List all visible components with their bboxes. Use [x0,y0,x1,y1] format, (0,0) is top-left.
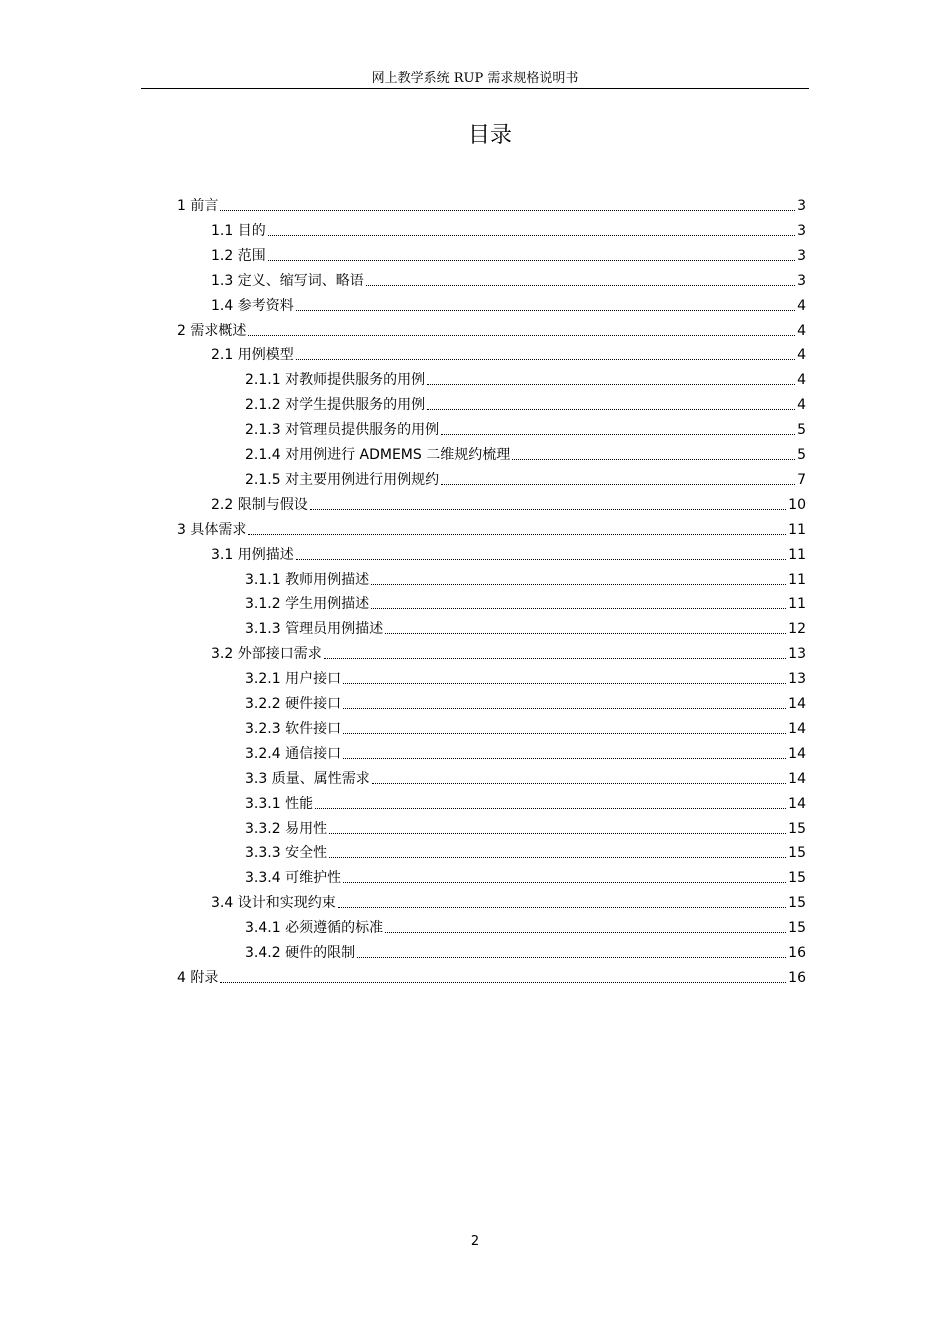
toc-leader-dots [385,932,786,933]
toc-leader-dots [366,285,795,286]
toc-leader-dots [371,608,786,609]
toc-entry-page: 3 [797,272,806,289]
toc-leader-dots [310,509,786,510]
toc-entry-page: 3 [797,198,806,214]
toc-leader-dots [324,658,786,659]
toc-entry-page: 15 [788,920,806,937]
toc-entry-label: 1.2 范围 [211,247,266,264]
toc-leader-dots [268,260,795,261]
toc-entry-label: 3.3.4 可维护性 [245,870,342,887]
toc-entry-page: 4 [797,297,806,314]
toc-entry[interactable] [245,613,806,638]
toc-leader-dots [248,335,795,336]
toc-entry-label: 3.2.1 用户接口 [245,671,342,688]
toc-entry-label: 1.3 定义、缩写词、略语 [211,272,364,289]
toc-entry-page: 11 [788,546,806,563]
toc-entry-label: 2.1 用例模型 [211,347,294,364]
page-title: 目录 [467,123,512,148]
toc-leader-dots [296,310,795,311]
toc-entry[interactable] [245,738,806,763]
toc-entry-page: 4 [797,322,806,339]
toc-entry-label: 3.1.2 学生用例描述 [245,596,370,613]
toc-entry-page: 16 [788,969,806,986]
toc-entry[interactable] [211,539,806,564]
toc-entry-page: 10 [788,496,806,513]
toc-entry-label: 3.3.1 性能 [245,795,314,812]
toc-entry-page: 3 [797,222,806,239]
toc-entry[interactable] [245,588,806,613]
toc-entry-label: 3.4 设计和实现约束 [211,895,336,912]
toc-entry-page: 14 [788,795,806,812]
toc-entry[interactable] [211,638,806,663]
toc-leader-dots [268,235,795,236]
toc-leader-dots [343,758,786,759]
toc-entry[interactable] [211,265,806,290]
toc-entry-page: 5 [797,447,806,463]
toc-entry-label: 3 具体需求 [177,521,247,538]
toc-entry-label: 2.1.2 对学生提供服务的用例 [245,397,426,414]
toc-entry-label: 2 需求概述 [177,322,247,339]
toc-entry-page: 4 [797,397,806,414]
toc-leader-dots [441,484,795,485]
toc-entry[interactable] [211,215,806,240]
toc-entry-label: 2.1.5 对主要用例进行用例规约 [245,471,440,488]
toc-entry[interactable] [245,713,806,738]
page-number: 2 [470,1234,480,1249]
toc-entry-label: 3.2 外部接口需求 [211,646,322,663]
toc-entry-label: 3.2.4 通信接口 [245,745,342,762]
toc-entry-label: 3.1.1 教师用例描述 [245,571,370,588]
toc-entry[interactable] [211,290,806,315]
toc-leader-dots [427,409,795,410]
toc-leader-dots [343,683,786,684]
toc-leader-dots [220,210,795,211]
toc-leader-dots [441,434,795,435]
toc-entry[interactable] [177,962,806,987]
toc-leader-dots [385,633,786,634]
toc-entry-label: 3.3 质量、属性需求 [245,770,370,787]
toc-leader-dots [512,459,795,460]
toc-entry-page: 15 [788,845,806,862]
toc-entry-page: 14 [788,696,806,712]
toc-leader-dots [296,559,786,560]
toc-entry[interactable] [245,788,806,813]
toc-entry-label: 3.1.3 管理员用例描述 [245,621,384,638]
toc-leader-dots [371,584,786,585]
toc-leader-dots [357,957,786,958]
toc-entry[interactable] [245,389,806,414]
toc-leader-dots [343,708,786,709]
toc-entry-page: 4 [797,372,806,389]
toc-entry-label: 2.1.4 对用例进行 ADMEMS 二维规约梳理 [245,447,511,463]
toc-entry-page: 7 [797,471,806,488]
toc-entry-label: 4 附录 [177,969,219,986]
toc-entry[interactable] [245,439,806,464]
toc-leader-dots [315,808,786,809]
toc-entry[interactable] [211,489,806,514]
toc-entry-page: 11 [788,521,806,538]
toc-entry-label: 2.2 限制与假设 [211,496,308,513]
toc-entry-label: 3.1 用例描述 [211,546,294,563]
toc-leader-dots [329,857,786,858]
toc-leader-dots [372,783,786,784]
toc-entry[interactable] [177,190,806,215]
toc-entry[interactable] [211,339,806,364]
toc-entry-page: 15 [788,820,806,837]
toc-entry[interactable] [245,813,806,838]
toc-entry-page: 14 [788,770,806,787]
toc-leader-dots [343,882,786,883]
toc-entry[interactable] [245,663,806,688]
toc-entry-page: 16 [788,945,806,961]
toc-entry[interactable] [245,912,806,937]
toc-entry[interactable] [211,240,806,265]
toc-leader-dots [248,534,786,535]
toc-leader-dots [427,384,795,385]
toc-leader-dots [338,907,786,908]
toc-entry-page: 11 [788,596,806,613]
toc-entry-page: 13 [788,671,806,688]
toc-entry-label: 3.3.2 易用性 [245,820,328,837]
toc-entry[interactable] [177,514,806,539]
toc-leader-dots [296,359,795,360]
toc-entry-label: 1.1 目的 [211,222,266,239]
toc-entry-page: 15 [788,895,806,912]
toc-leader-dots [343,733,786,734]
toc-entry-page: 12 [788,621,806,638]
toc-entry-page: 4 [797,347,806,364]
toc-entry[interactable] [245,464,806,489]
toc-entry-page: 14 [788,720,806,737]
toc-entry[interactable] [245,937,806,962]
header-divider [141,88,809,89]
toc-entry[interactable] [245,564,806,589]
toc-entry[interactable] [245,763,806,788]
toc-leader-dots [220,982,786,983]
toc-entry-page: 15 [788,870,806,887]
toc-entry[interactable] [177,315,806,340]
toc-entry-page: 14 [788,745,806,762]
toc-entry-page: 3 [797,247,806,264]
toc-entry-label: 3.3.3 安全性 [245,845,328,862]
toc-entry-page: 5 [797,422,806,439]
toc-entry-label: 2.1.1 对教师提供服务的用例 [245,372,426,389]
toc-entry-page: 11 [788,571,806,588]
toc-entry-label: 3.4.2 硬件的限制 [245,945,356,961]
toc-leader-dots [329,833,786,834]
toc-entry-label: 1 前言 [177,198,219,214]
toc-entry-label: 2.1.3 对管理员提供服务的用例 [245,422,440,439]
toc-entry[interactable] [245,364,806,389]
running-header: 网上教学系统 RUP 需求规格说明书 [371,71,579,86]
toc-entry[interactable] [245,862,806,887]
toc-entry[interactable] [211,887,806,912]
toc-entry-page: 13 [788,646,806,663]
toc-entry-label: 1.4 参考资料 [211,297,294,314]
toc-entry[interactable] [245,837,806,862]
toc-entry-label: 3.2.2 硬件接口 [245,696,342,712]
toc-entry[interactable] [245,688,806,713]
toc-entry[interactable] [245,414,806,439]
toc-entry-label: 3.2.3 软件接口 [245,720,342,737]
toc-entry-label: 3.4.1 必须遵循的标准 [245,920,384,937]
